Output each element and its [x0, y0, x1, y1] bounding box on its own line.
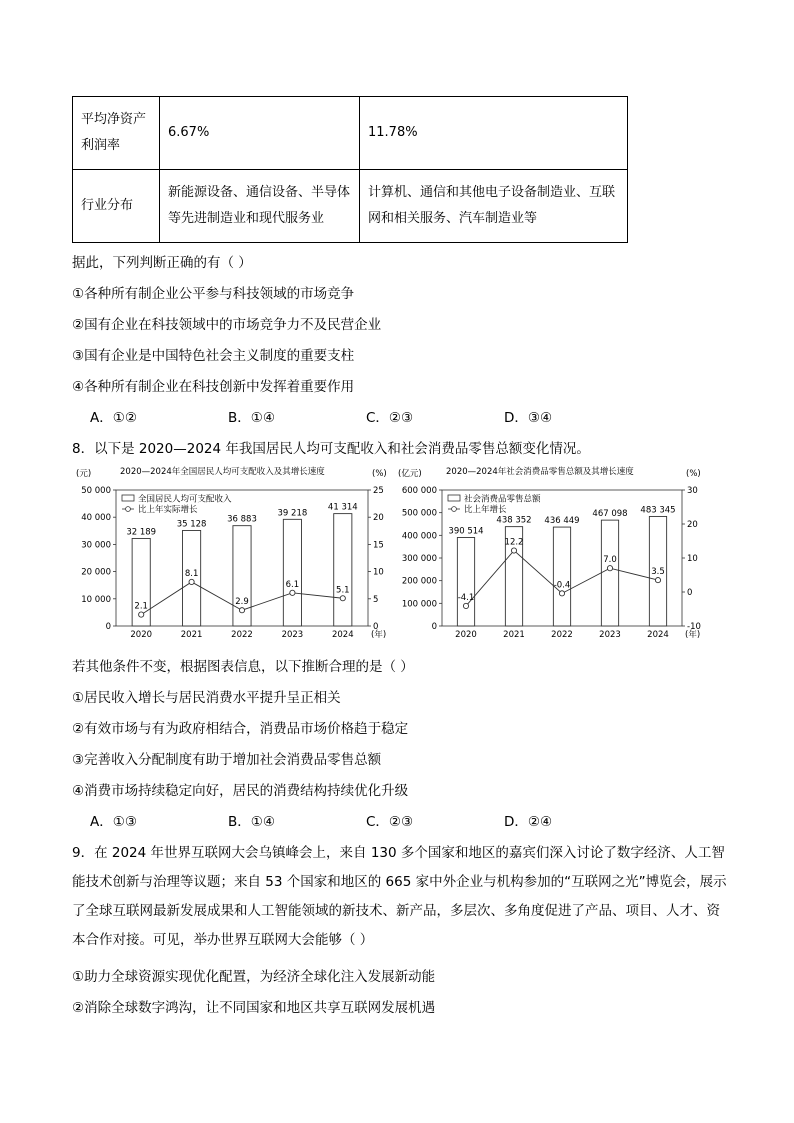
- income-chart-svg: [70, 464, 400, 644]
- option-d[interactable]: D．②④: [504, 814, 553, 830]
- option-a[interactable]: A．①③: [90, 814, 137, 830]
- bar: [334, 514, 352, 626]
- q8-item-2: ②有效市场与有为政府相结合，消费品市场价格趋于稳定: [72, 721, 409, 737]
- bar-value-label: 436 449: [544, 516, 580, 527]
- growth-value-label: 2.9: [235, 597, 249, 608]
- bar: [553, 527, 570, 626]
- growth-point: [239, 608, 244, 613]
- growth-point: [340, 596, 345, 601]
- retail-chart: [392, 464, 722, 648]
- q7-item-4: ④各种所有制企业在科技创新中发挥着重要作用: [72, 379, 355, 395]
- q8-options: [90, 810, 642, 830]
- right-unit-label: (%): [372, 469, 387, 479]
- growth-value-label: 8.1: [184, 568, 199, 579]
- q8-question: 若其他条件不变，根据图表信息，以下推断合理的是（ ）: [72, 659, 414, 675]
- bar-value-label: 483 345: [640, 505, 676, 516]
- growth-value-label: 3.5: [651, 567, 665, 578]
- bar-value-label: 390 514: [448, 526, 484, 537]
- growth-value-label: 7.0: [603, 555, 617, 566]
- q8-item-4: ④消费市场持续稳定向好，居民的消费结构持续优化升级: [72, 783, 409, 799]
- right-tick-label: 25: [373, 486, 384, 496]
- left-unit-label: (亿元): [398, 469, 422, 479]
- q8-item-1: ①居民收入增长与居民消费水平提升呈正相关: [72, 690, 341, 706]
- left-tick-label: 200 000: [401, 576, 437, 587]
- legend-line-marker: [126, 507, 131, 512]
- x-unit-label: (年): [371, 630, 387, 640]
- table-row: [73, 170, 628, 243]
- growth-point: [463, 603, 468, 608]
- right-tick-label: 20: [687, 520, 698, 530]
- x-tick-label: 2020: [130, 630, 153, 640]
- legend-bar-label: 全国居民人均可支配收入: [138, 494, 232, 505]
- left-tick-label: 500 000: [401, 508, 437, 519]
- bar-value-label: 36 883: [227, 514, 257, 525]
- bar-value-label: 438 352: [496, 515, 532, 526]
- right-unit-label: (%): [686, 469, 701, 479]
- legend-bar-swatch: [122, 495, 134, 501]
- legend-line-label: 比上年增长: [464, 505, 507, 515]
- bar: [601, 520, 618, 626]
- left-tick-label: 100 000: [401, 599, 437, 610]
- x-tick-label: 2024: [331, 630, 354, 640]
- row-label: 行业分布: [73, 170, 160, 243]
- left-tick-label: 40 000: [81, 513, 111, 524]
- comparison-table: [72, 96, 628, 243]
- right-tick-label: 15: [373, 540, 384, 551]
- growth-point: [607, 566, 612, 571]
- option-b[interactable]: B．①④: [228, 410, 275, 426]
- growth-point: [655, 578, 660, 583]
- right-tick-label: 30: [687, 486, 698, 496]
- option-c[interactable]: C．②③: [366, 410, 414, 426]
- bar-value-label: 39 218: [277, 508, 308, 519]
- x-tick-label: 2023: [599, 630, 621, 640]
- table-row: [73, 97, 628, 170]
- x-unit-label: (年): [685, 630, 701, 640]
- q7-item-3: ③国有企业是中国特色社会主义制度的重要支柱: [72, 348, 355, 364]
- income-chart: [70, 464, 400, 648]
- x-tick-label: 2023: [281, 630, 304, 640]
- x-tick-label: 2021: [180, 630, 203, 640]
- right-tick-label: 0: [373, 622, 379, 632]
- growth-value-label: 6.1: [285, 579, 300, 590]
- legend-bar-swatch: [448, 495, 460, 501]
- option-d[interactable]: D．③④: [504, 410, 553, 426]
- table-cell: 新能源设备、通信设备、半导体等先进制造业和现代服务业: [160, 170, 360, 243]
- growth-point: [511, 548, 516, 553]
- right-tick-label: 5: [373, 594, 379, 605]
- left-unit-label: (元): [76, 469, 92, 479]
- q7-item-2: ②国有企业在科技领域中的市场竞争力不及民营企业: [72, 317, 382, 333]
- x-tick-label: 2022: [551, 630, 573, 640]
- q9-item-1: ①助力全球资源实现优化配置，为经济全球化注入发展新动能: [72, 969, 436, 985]
- left-tick-label: 10 000: [81, 594, 111, 605]
- legend-line-marker: [452, 507, 457, 512]
- table-cell: 计算机、通信和其他电子设备制造业、互联网和相关服务、汽车制造业等: [360, 170, 628, 243]
- bar: [283, 519, 301, 626]
- bar-value-label: 41 314: [327, 502, 358, 513]
- q7-item-1: ①各种所有制企业公平参与科技领域的市场竞争: [72, 286, 355, 302]
- q9-text: 9．在 2024 年世界互联网大会乌镇峰会上，来自 130 多个国家和地区的嘉宾们深入讨论了数字经济、人工智能技术创新与治理等议题；来自 53 个国家和地区的 665 家中外企业与机构参加的“互联网之光”博览会，展示了全球互联网最新发展成果和人工智能领域的新技术、新产品，多层次、多角度促进了产品、项目、人才、资本合作对接。可见，举办世界互联网大会能够（ ）: [72, 845, 727, 948]
- retail-chart-svg: [392, 464, 722, 644]
- left-tick-label: 20 000: [81, 567, 111, 578]
- growth-point: [559, 591, 564, 596]
- x-tick-label: 2021: [503, 630, 525, 640]
- left-tick-label: 30 000: [81, 540, 111, 551]
- growth-value-label: -0.4: [553, 580, 571, 591]
- left-tick-label: 50 000: [81, 486, 111, 496]
- x-tick-label: 2022: [231, 630, 253, 640]
- table-cell: 6.67%: [160, 97, 360, 170]
- left-tick-label: 0: [431, 622, 437, 632]
- q7-stem: 据此，下列判断正确的有（ ）: [72, 255, 252, 271]
- growth-value-label: 2.1: [134, 601, 148, 612]
- left-tick-label: 300 000: [401, 554, 437, 564]
- q9-item-2: ②消除全球数字鸿沟，让不同国家和地区共享互联网发展机遇: [72, 1000, 436, 1016]
- option-c[interactable]: C．②③: [366, 814, 414, 830]
- left-tick-label: 0: [105, 622, 111, 632]
- chart-title: 2020—2024年社会消费品零售总额及其增长速度: [446, 467, 634, 477]
- chart-title: 2020—2024年全国居民人均可支配收入及其增长速度: [120, 467, 325, 477]
- q8-item-3: ③完善收入分配制度有助于增加社会消费品零售总额: [72, 752, 382, 768]
- bar-value-label: 32 189: [126, 527, 157, 538]
- q8-stem: 8．以下是 2020—2024 年我国居民人均可支配收入和社会消费品零售总额变化情况。: [72, 441, 590, 457]
- growth-value-label: -4.1: [457, 592, 475, 603]
- growth-point: [290, 590, 295, 595]
- table-cell: 11.78%: [360, 97, 628, 170]
- option-a[interactable]: A．①②: [90, 410, 137, 426]
- right-tick-label: 10: [687, 554, 698, 564]
- right-tick-label: 10: [373, 567, 384, 578]
- right-tick-label: 0: [687, 588, 693, 598]
- left-tick-label: 600 000: [401, 486, 437, 496]
- growth-value-label: 12.2: [504, 537, 524, 548]
- growth-point: [189, 579, 194, 584]
- bar-value-label: 35 128: [176, 519, 207, 530]
- growth-point: [139, 612, 144, 617]
- option-b[interactable]: B．①④: [228, 814, 275, 830]
- bar: [457, 537, 474, 626]
- row-label: 平均净资产利润率: [73, 97, 160, 170]
- legend-bar-label: 社会消费品零售总额: [464, 494, 541, 505]
- right-tick-label: 20: [373, 513, 384, 524]
- q7-options: [90, 406, 642, 426]
- bar-value-label: 467 098: [592, 509, 628, 520]
- left-tick-label: 400 000: [401, 531, 437, 542]
- growth-value-label: 5.1: [336, 585, 350, 596]
- right-tick-label: -10: [687, 622, 701, 632]
- legend-line-label: 比上年实际增长: [138, 505, 198, 515]
- x-tick-label: 2024: [647, 630, 669, 640]
- x-tick-label: 2020: [455, 630, 477, 640]
